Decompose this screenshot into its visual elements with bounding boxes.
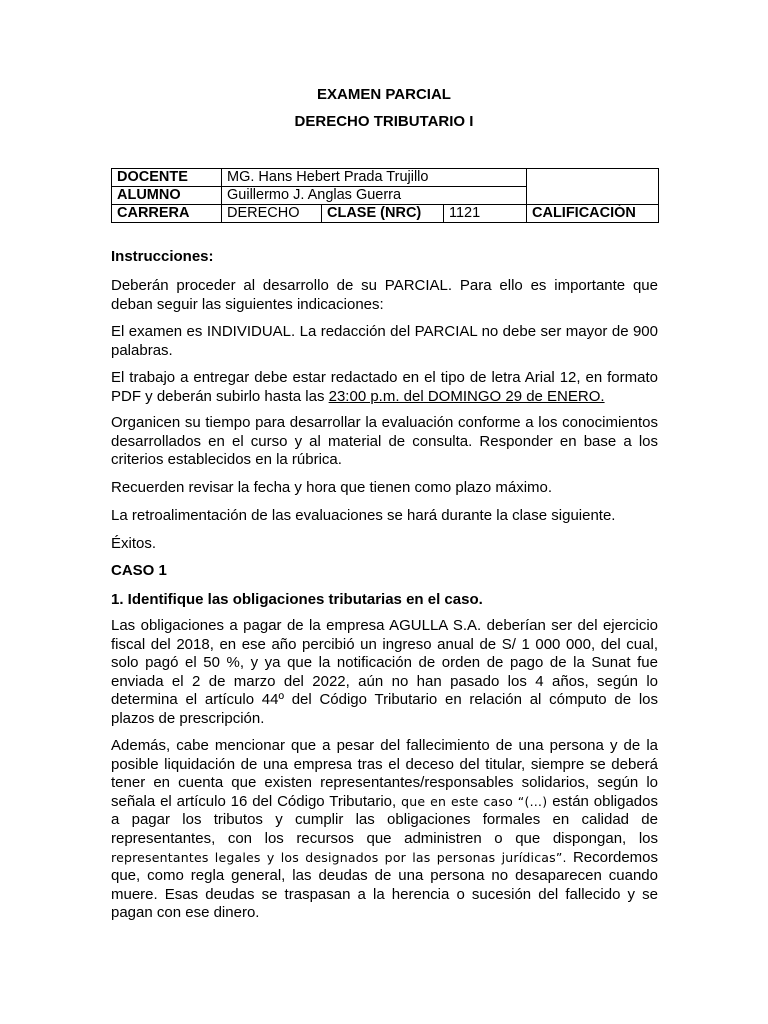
clase-label: CLASE (NRC) <box>322 205 444 223</box>
paragraph-block <box>111 617 658 729</box>
paragraph-block <box>111 369 658 406</box>
course-title: DERECHO TRIBUTARIO I <box>294 113 474 130</box>
paragraph-block <box>111 277 658 314</box>
docente-label: DOCENTE <box>112 169 222 187</box>
paragraph-text: Además, cabe mencionar que a pesar del fallecimiento de una persona y de la posible liquidación de una empresa tras el deceso del titular, siempre se deberá tener en cuenta que existen representantes/responsables solidarios, según lo señala el artículo 16 del Código Tributario, <box>111 737 658 810</box>
instructions-paragraph-3 <box>111 369 658 406</box>
paragraph-block <box>111 479 658 498</box>
instructions-paragraph-4: Organicen su tiempo para desarrollar la evaluación conforme a los conocimientos desarrollados en el curso y al material de consulta. Responder en base a los criterios establecidos en la rúbrica. <box>111 414 658 469</box>
paragraph-block <box>111 562 658 581</box>
carrera-label: CARRERA <box>112 205 222 223</box>
paragraph-block <box>111 591 658 610</box>
instructions-paragraph-2: El examen es INDIVIDUAL. La redacción del PARCIAL no debe ser mayor de 900 palabras. <box>111 323 658 359</box>
paragraph-block <box>111 535 658 554</box>
table-row <box>112 169 659 187</box>
info-table <box>111 168 659 223</box>
alumno-value: Guillermo J. Anglas Guerra <box>222 187 527 205</box>
paragraph-block <box>111 737 658 923</box>
paragraph-block <box>111 323 658 360</box>
instructions-heading: Instrucciones: <box>111 248 214 265</box>
instructions-paragraph-5: Recuerden revisar la fecha y hora que tienen como plazo máximo. <box>111 479 553 496</box>
closing-text: Éxitos. <box>111 535 157 552</box>
case-question: 1. Identifique las obligaciones tributarias en el caso. <box>111 591 483 608</box>
deadline-text: 23:00 p.m. del DOMINGO 29 de ENERO. <box>328 387 605 405</box>
paragraph-text: El trabajo a entregar debe estar redactado en el tipo de letra Arial 12, en formato PDF y deberán subirlo hasta las <box>111 369 658 405</box>
instructions-paragraph-1: Deberán proceder al desarrollo de su PARCIAL. Para ello es importante que deban seguir las siguientes indicaciones: <box>111 277 658 313</box>
instructions-section <box>111 248 658 267</box>
table-row <box>112 205 659 223</box>
carrera-value: DERECHO <box>222 205 322 223</box>
case-paragraph-1: Las obligaciones a pagar de la empresa AGULLA S.A. deberían ser del ejercicio fiscal del 2018, en ese año percibió un ingreso anual de S/ 1 000 000, del cual, solo pagó el 50 %, y ya que la notificación de orden de pago de la Sunat fue enviada el 2 de marzo del 2022, aún no han pasado los 4 años, según lo determina el artículo 44º del Código Tributario en relación al cómputo de los plazos de prescripción. <box>111 617 658 727</box>
case-heading: CASO 1 <box>111 562 167 579</box>
docente-value: MG. Hans Hebert Prada Trujillo <box>222 169 527 187</box>
paragraph-block <box>111 414 658 470</box>
case-paragraph-2 <box>111 737 658 923</box>
calificacion-label: CALIFICACIÓN <box>527 205 659 223</box>
alumno-label: ALUMNO <box>112 187 222 205</box>
quote-text: que en este caso “(…) <box>401 793 553 809</box>
exam-title: EXAMEN PARCIAL <box>317 86 451 103</box>
paragraph-text: están obligados a pagar los tributos y cumplir las obligaciones formales en calidad de representantes, con los recursos que administren o que dispongan, los <box>111 792 658 847</box>
quote-text: representantes legales y los designados por las personas jurídicas”. <box>111 849 567 865</box>
grade-box <box>527 169 659 205</box>
clase-value: 1121 <box>444 205 527 223</box>
paragraph-block <box>111 507 658 526</box>
paragraph-text: Recordemos que, como regla general, las deudas de una persona no desaparecen cuando muere. Esas deudas se traspasan a la herencia o sucesión del fallecido y se pagan con ese dinero. <box>111 848 659 922</box>
instructions-paragraph-6: La retroalimentación de las evaluaciones se hará durante la clase siguiente. <box>111 507 616 524</box>
